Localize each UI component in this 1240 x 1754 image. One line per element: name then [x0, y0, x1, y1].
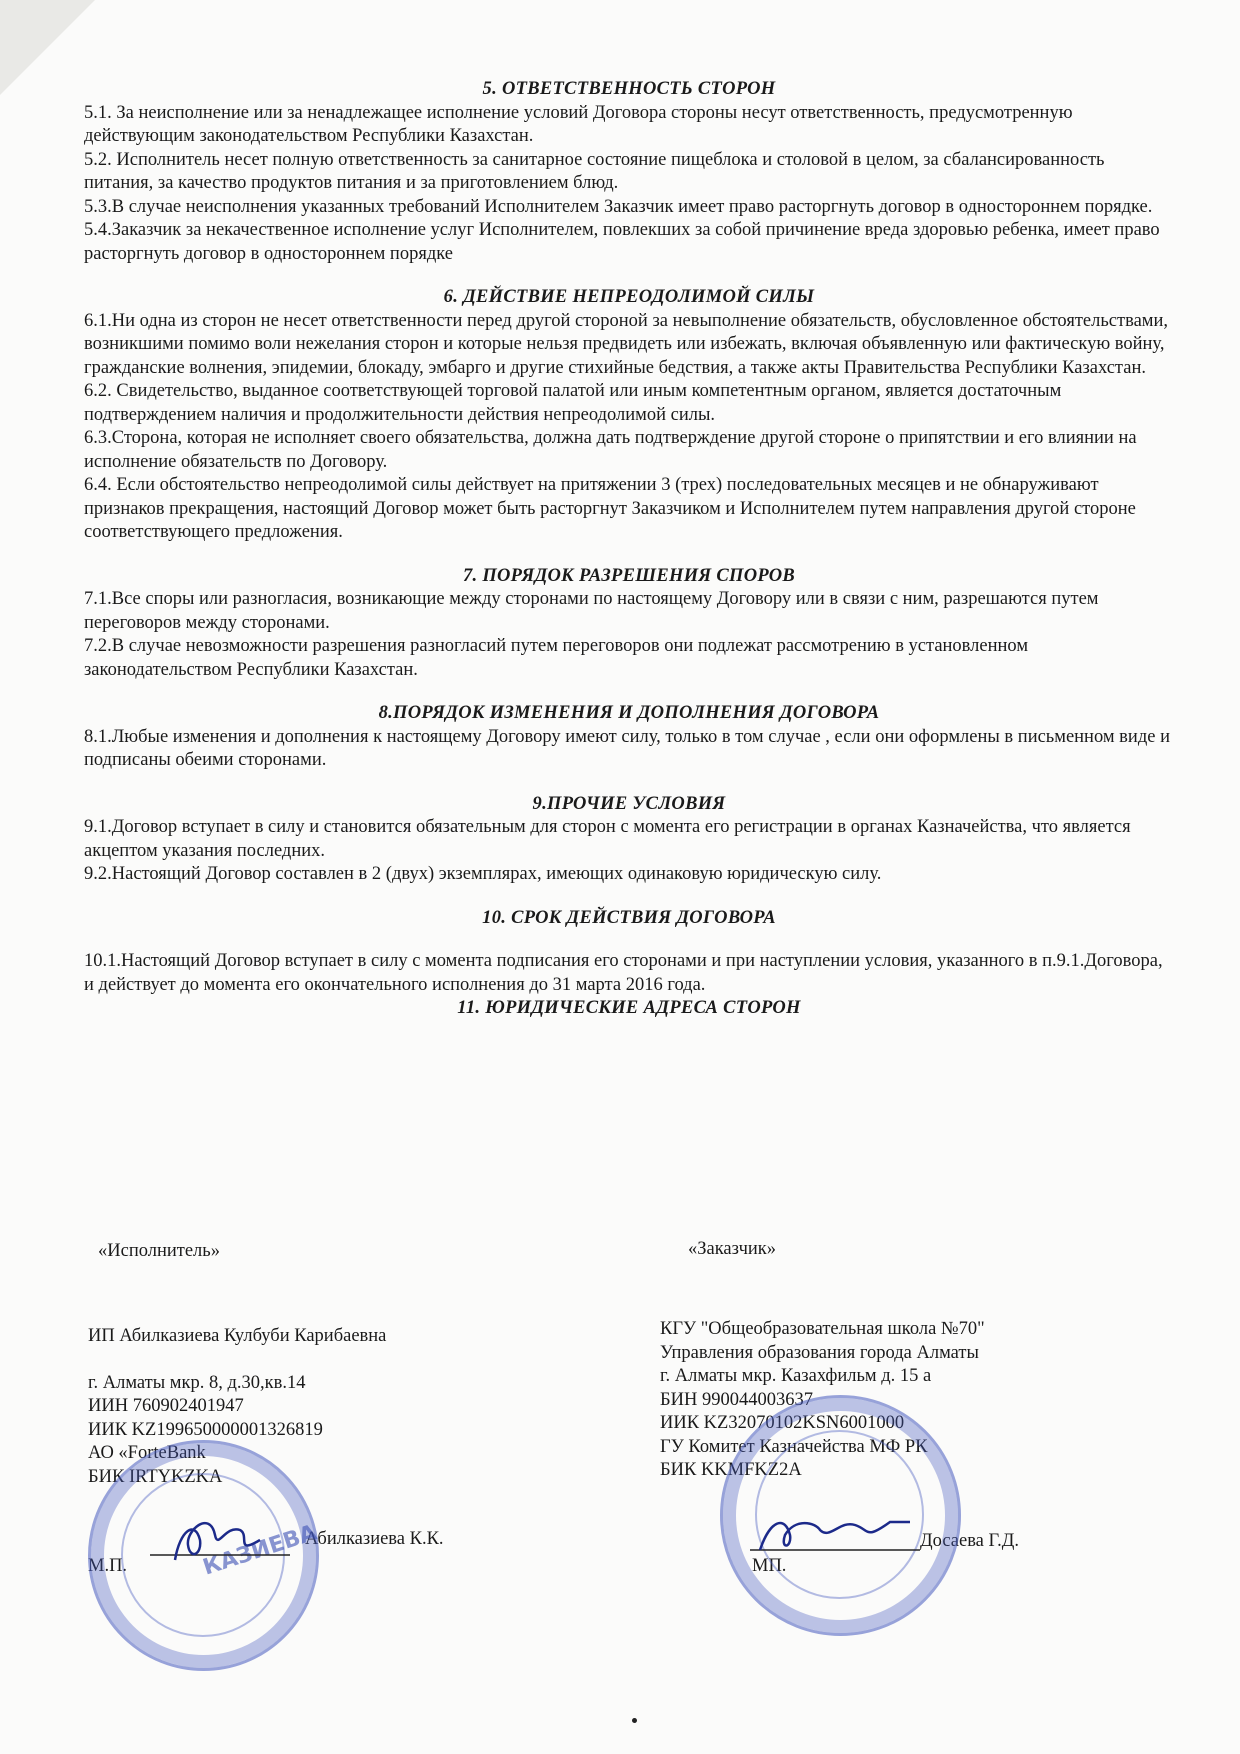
- clause: 10.1.Настоящий Договор вступает в силу с момента подписания его сторонами и при наступлении условия, указанного в п.9.1.Договора, и действует до момента его окончательного исполнения до 31 марта 2016 года.: [84, 951, 1163, 995]
- customer-seal-label: МП.: [752, 1556, 787, 1576]
- clause: 9.1.Договор вступает в силу и становится обязательным для сторон с момента его регистрации в органах Казначейства, что является акцептом указания последних.: [84, 817, 1131, 861]
- executor-address: г. Алматы мкр. 8, д.30,кв.14: [88, 1372, 306, 1393]
- customer-bin: БИН 990044003637: [660, 1389, 813, 1410]
- customer-bik: БИК KKMFKZ2A: [660, 1460, 802, 1480]
- contract-body: [84, 78, 1174, 1021]
- section-9: [84, 793, 1174, 887]
- executor-signer: Абилказиева К.К.: [305, 1529, 444, 1549]
- clause: 5.2. Исполнитель несет полную ответственность за санитарное состояние пищеблока и столовой в целом, за сбалансированность питания, за качество продуктов питания и за приготовлением блюд.: [84, 149, 1105, 193]
- clause: 7.1.Все споры или разногласия, возникающие между сторонами по настоящему Договору или в связи с ним, разрешаются путем переговоров между сторонами.: [84, 589, 1099, 633]
- section-title: 6. ДЕЙСТВИЕ НЕПРЕОДОЛИМОЙ СИЛЫ: [443, 287, 815, 307]
- clause: 5.3.В случае неисполнения указанных требований Исполнителем Заказчик имеет право расторгнуть договор в одностороннем порядке.: [84, 196, 1153, 217]
- stamp-text: КАЗИЕВА: [200, 1520, 320, 1581]
- section-title: 10. СРОК ДЕЙСТВИЯ ДОГОВОРА: [482, 907, 776, 928]
- section-title: 8.ПОРЯДОК ИЗМЕНЕНИЯ И ДОПОЛНЕНИЯ ДОГОВОРА: [378, 703, 880, 723]
- customer-treasury: ГУ Комитет Казначейства МФ РК: [660, 1436, 928, 1457]
- clause: 5.1. За неисполнение или за ненадлежащее исполнение условий Договора стороны несут ответственность, предусмотренную действующим законодательством Республики Казахстан.: [84, 102, 1073, 146]
- clause: 6.2. Свидетельство, выданное соответствующей торговой палатой или иным компетентным органом, является достаточным подтверждением наличия и продолжительности действия непреодолимой силы.: [84, 381, 1062, 425]
- section-title: 7. ПОРЯДОК РАЗРЕШЕНИЯ СПОРОВ: [462, 565, 796, 586]
- customer-signature: [740, 1500, 930, 1580]
- clause: 5.4.Заказчик за некачественное исполнение услуг Исполнителем, повлекших за собой причинение вреда здоровью ребенка, имеет право расторгнуть договор в одностороннем порядке: [84, 220, 1160, 264]
- clause: 6.4. Если обстоятельство непреодолимой силы действует на притяжении 3 (трех) последовательных месяцев и не обнаруживают признаков прекращения, настоящий Договор может быть расторгнут Заказчиком и Исполнителем путем направления другой стороне соответствующего предложения.: [84, 475, 1136, 542]
- customer-role: [688, 1238, 776, 1262]
- section-title: 9.ПРОЧИЕ УСЛОВИЯ: [532, 793, 726, 814]
- customer-department: Управления образования города Алматы: [660, 1342, 979, 1363]
- clause: 9.2.Настоящий Договор составлен в 2 (двух) экземплярах, имеющих одинаковую юридическую силу.: [84, 864, 882, 884]
- party-role-label: «Исполнитель»: [98, 1241, 220, 1261]
- clause: 7.2.В случае невозможности разрешения разногласий путем переговоров они подлежат рассмотрению в установленном законодательством Республики Казахстан.: [84, 636, 1029, 680]
- clause: 6.3.Сторона, которая не исполняет своего обязательства, должна дать подтверждение другой стороне о припятствии и его влиянии на исполнение обязательств по Договору.: [84, 428, 1137, 472]
- party-role-label: «Заказчик»: [688, 1239, 777, 1259]
- section-title: 5. ОТВЕТСТВЕННОСТЬ СТОРОН: [482, 79, 776, 99]
- customer-address: г. Алматы мкр. Казахфильм д. 15 а: [660, 1366, 932, 1386]
- speck: [632, 1718, 637, 1723]
- clause: 8.1.Любые изменения и дополнения к настоящему Договору имеют силу, только в том случае , если они оформлены в письменном виде и подписаны обеими сторонами.: [84, 726, 1170, 770]
- executor-seal-label: М.П.: [88, 1556, 128, 1576]
- page-fold-corner: [0, 0, 95, 95]
- section-10: [84, 907, 1174, 998]
- executor-name: ИП Абилказиева Кулбуби Карибаевна: [88, 1326, 387, 1346]
- executor-signature: [140, 1500, 320, 1580]
- clause: 6.1.Ни одна из сторон не несет ответственности перед другой стороной за невыполнение обязательств, обусловленное обстоятельствами, возникшими помимо воли нежелания сторон и которые нельзя предвидеть или избежать, включая объявленную или фактическую войну, гражданские волнения, эпидемии, блокаду, эмбарго и другие стихийные бедствия, а также акты Правительства Республики Казахстан.: [84, 310, 1169, 378]
- section-7: [84, 565, 1174, 683]
- addresses-title: 11. ЮРИДИЧЕСКИЕ АДРЕСА СТОРОН: [457, 998, 801, 1018]
- executor-bik: БИК IRTYKZKA: [88, 1466, 223, 1487]
- section-6: [84, 286, 1174, 545]
- executor-iin: ИИН 760902401947: [88, 1396, 244, 1416]
- customer-name: КГУ "Общеобразовательная школа №70": [660, 1319, 985, 1339]
- customer-iik: ИИК KZ32070102KSN6001000: [660, 1413, 905, 1433]
- section-8: [84, 702, 1174, 773]
- executor-role: [98, 1240, 220, 1264]
- executor-iik: ИИК KZ199650000001326819: [88, 1419, 323, 1440]
- section-5: [84, 78, 1174, 266]
- executor-bank: АО «ForteBank: [88, 1443, 206, 1463]
- customer-signer: Досаева Г.Д.: [920, 1531, 1019, 1551]
